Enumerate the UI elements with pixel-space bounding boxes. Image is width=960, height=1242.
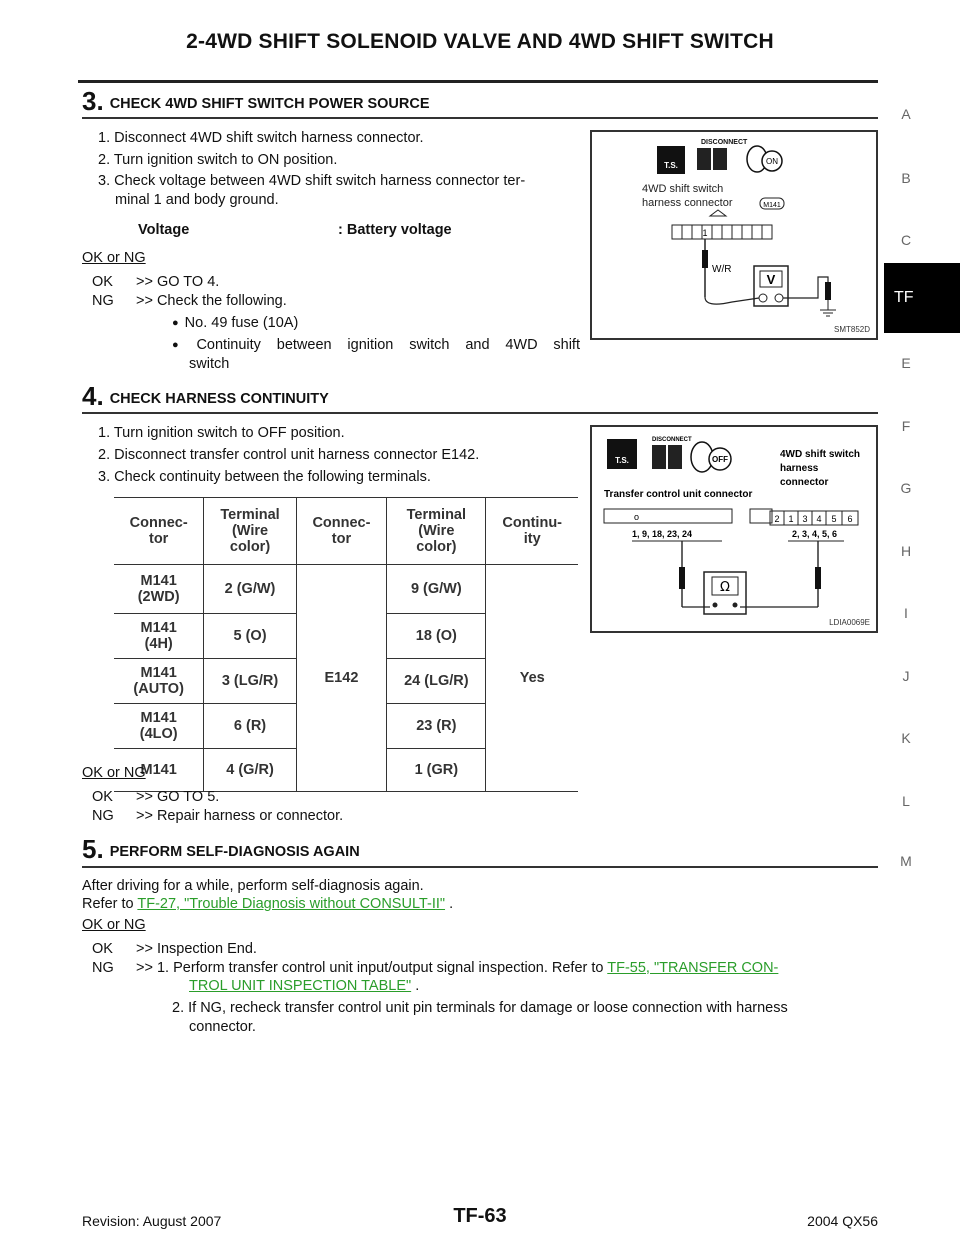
- svg-text:2, 3, 4, 5, 6: 2, 3, 4, 5, 6: [792, 529, 838, 539]
- step-4-ok-ng: OK or NG: [82, 765, 146, 781]
- step-5-ok-label: OK: [92, 941, 113, 957]
- side-index-b[interactable]: B: [901, 170, 911, 186]
- step-5-ng-item-2-cont: connector.: [189, 1019, 256, 1035]
- step-4-item-1: 1. Turn ignition switch to OFF position.: [98, 425, 345, 441]
- link-tf-27[interactable]: TF-27, "Trouble Diagnosis without CONSULT-II": [137, 896, 446, 912]
- step-5-ok-ng: OK or NG: [82, 917, 146, 933]
- svg-text:ON: ON: [766, 157, 778, 166]
- svg-text:5: 5: [831, 514, 837, 524]
- side-index-k[interactable]: K: [901, 730, 911, 746]
- step-5-rule: [82, 866, 878, 868]
- step-4-ok-text: >> GO TO 5.: [136, 789, 220, 805]
- svg-text:3: 3: [802, 514, 808, 524]
- side-index-h[interactable]: H: [900, 543, 912, 559]
- figure-code: SMT852D: [833, 325, 870, 334]
- step-3-bullet-2-cont: switch: [189, 356, 230, 372]
- svg-text:DISCONNECT: DISCONNECT: [652, 437, 692, 443]
- step-3-item-3-cont: minal 1 and body ground.: [115, 192, 279, 208]
- side-index-g[interactable]: G: [900, 480, 912, 496]
- svg-text:OFF: OFF: [712, 455, 728, 464]
- figure-voltage-diagram: [592, 132, 876, 338]
- connector-icon-right: [668, 445, 682, 469]
- svg-text:Transfer control unit connecto: Transfer control unit connector: [604, 489, 753, 500]
- voltage-spec-name: Voltage: [138, 222, 190, 238]
- table-row: M141 (2WD) 2 (G/W) E142 9 (G/W) Yes: [114, 565, 578, 614]
- step-5-ng-link-cont: TROL UNIT INSPECTION TABLE" .: [189, 978, 420, 994]
- footer-model: 2004 QX56: [807, 1213, 878, 1229]
- step-3-item-3: 3. Check voltage between 4WD shift switch harness connector ter-: [98, 173, 526, 189]
- step-5-refer: Refer to TF-27, "Trouble Diagnosis without CONSULT-II" .: [82, 896, 454, 912]
- svg-text:4: 4: [816, 514, 822, 524]
- svg-text:DISCONNECT: DISCONNECT: [701, 139, 748, 146]
- step-4-ok-label: OK: [92, 789, 113, 805]
- step-3-ok-label: OK: [92, 274, 113, 290]
- svg-text:T.S.: T.S.: [615, 456, 629, 465]
- link-tf-55-cont[interactable]: TROL UNIT INSPECTION TABLE": [189, 978, 412, 994]
- side-index-c[interactable]: C: [900, 232, 912, 248]
- svg-text:harness connector: harness connector: [642, 197, 733, 209]
- svg-text:Ω: Ω: [720, 580, 730, 595]
- side-index-l[interactable]: L: [902, 793, 910, 809]
- th-connector-2: Connec- tor: [296, 498, 387, 565]
- voltage-spec-value: : Battery voltage: [338, 222, 452, 238]
- title-rule: [78, 80, 878, 83]
- link-tf-55[interactable]: TF-55, "TRANSFER CON-: [607, 960, 779, 976]
- step-4-rule: [82, 412, 878, 414]
- connector-icon-left: [697, 148, 711, 170]
- svg-text:1: 1: [702, 228, 708, 238]
- step-3-item-1: 1. Disconnect 4WD shift switch harness connector.: [98, 130, 424, 146]
- svg-text:o: o: [634, 512, 640, 522]
- page-title: 2-4WD SHIFT SOLENOID VALVE AND 4WD SHIFT SWITCH: [186, 30, 774, 53]
- step-5-ng-label: NG: [92, 960, 114, 976]
- step-5-line-1: After driving for a while, perform self-diagnosis again.: [82, 878, 424, 894]
- step-4-heading: 4. CHECK HARNESS CONTINUITY: [82, 381, 329, 411]
- svg-text:M141: M141: [763, 202, 781, 209]
- step-4-ng-label: NG: [92, 808, 114, 824]
- merged-connector-e142: E142: [296, 565, 387, 792]
- side-index-i[interactable]: I: [904, 605, 908, 621]
- merged-continuity: Yes: [486, 565, 578, 792]
- svg-text:1, 9, 18, 23, 24: 1, 9, 18, 23, 24: [632, 529, 693, 539]
- step-3-ng-label: NG: [92, 293, 114, 309]
- table-row: M141 (4H) 5 (O) 18 (O): [114, 614, 578, 659]
- svg-text:W/R: W/R: [712, 264, 732, 275]
- th-terminal-2: Terminal (Wire color): [387, 498, 486, 565]
- side-index-m[interactable]: M: [900, 853, 912, 869]
- th-connector-1: Connec- tor: [114, 498, 204, 565]
- step-5-ng-text: >> 1. Perform transfer control unit input/output signal inspection. Refer to TF-55, "TRANSFER CON-: [136, 960, 779, 976]
- svg-text:2: 2: [774, 514, 780, 524]
- svg-text:4WD shift switch: 4WD shift switch: [642, 183, 724, 195]
- step-4-item-3: 3. Check continuity between the following terminals.: [98, 469, 431, 485]
- side-index-a[interactable]: A: [901, 106, 911, 122]
- step-4-ng-text: >> Repair harness or connector.: [136, 808, 344, 824]
- table-row: M141 (AUTO) 3 (LG/R) 24 (LG/R): [114, 659, 578, 704]
- footer-revision: Revision: August 2007: [82, 1213, 222, 1229]
- svg-text:1: 1: [788, 514, 794, 524]
- svg-text:4WD shift switch: 4WD shift switch: [780, 449, 861, 460]
- step-3-heading: 3. CHECK 4WD SHIFT SWITCH POWER SOURCE: [82, 86, 430, 116]
- step-3-bullet-1: ● No. 49 fuse (10A): [172, 313, 298, 334]
- step-3-ng-text: >> Check the following.: [136, 293, 287, 309]
- th-terminal-1: Terminal (Wire color): [204, 498, 296, 565]
- figure-continuity-diagram: [592, 427, 876, 631]
- connector-icon-left: [652, 445, 666, 469]
- figure-code: LDIA0069E: [829, 618, 870, 627]
- side-index-tf-active[interactable]: TF: [884, 263, 960, 333]
- step-3-rule: [82, 117, 878, 119]
- svg-text:connector: connector: [780, 477, 829, 488]
- step-3-ok-text: >> GO TO 4.: [136, 274, 220, 290]
- table-row: M141 (4LO) 6 (R) 23 (R): [114, 704, 578, 749]
- figure-voltage-check: [590, 130, 878, 340]
- step-4-item-2: 2. Disconnect transfer control unit harness connector E142.: [98, 447, 480, 463]
- table-row: M141 4 (G/R) 1 (GR): [114, 749, 578, 792]
- table-header-row: [114, 498, 578, 565]
- step-3-item-2: 2. Turn ignition switch to ON position.: [98, 152, 338, 168]
- th-continuity: Continu- ity: [486, 498, 578, 565]
- svg-text:6: 6: [847, 514, 853, 524]
- svg-text:harness: harness: [780, 463, 819, 474]
- svg-text:V: V: [766, 272, 776, 287]
- continuity-table: [114, 497, 578, 792]
- side-index-j[interactable]: J: [902, 668, 910, 684]
- step-5-ok-text: >> Inspection End.: [136, 941, 257, 957]
- step-3-bullet-2: ● Continuity between ignition switch and 4WD shift: [172, 335, 580, 356]
- footer-page-number: TF-63: [453, 1205, 507, 1227]
- connector-icon-right: [713, 148, 727, 170]
- figure-continuity-check: [590, 425, 878, 633]
- step-5-heading: 5. PERFORM SELF-DIAGNOSIS AGAIN: [82, 834, 360, 864]
- side-index-f[interactable]: F: [901, 418, 911, 434]
- svg-text:T.S.: T.S.: [664, 161, 678, 170]
- step-3-ok-ng: OK or NG: [82, 250, 146, 266]
- side-index-e[interactable]: E: [901, 355, 911, 371]
- step-5-ng-item-2: 2. If NG, recheck transfer control unit pin terminals for damage or loose connection with harness: [172, 1000, 788, 1016]
